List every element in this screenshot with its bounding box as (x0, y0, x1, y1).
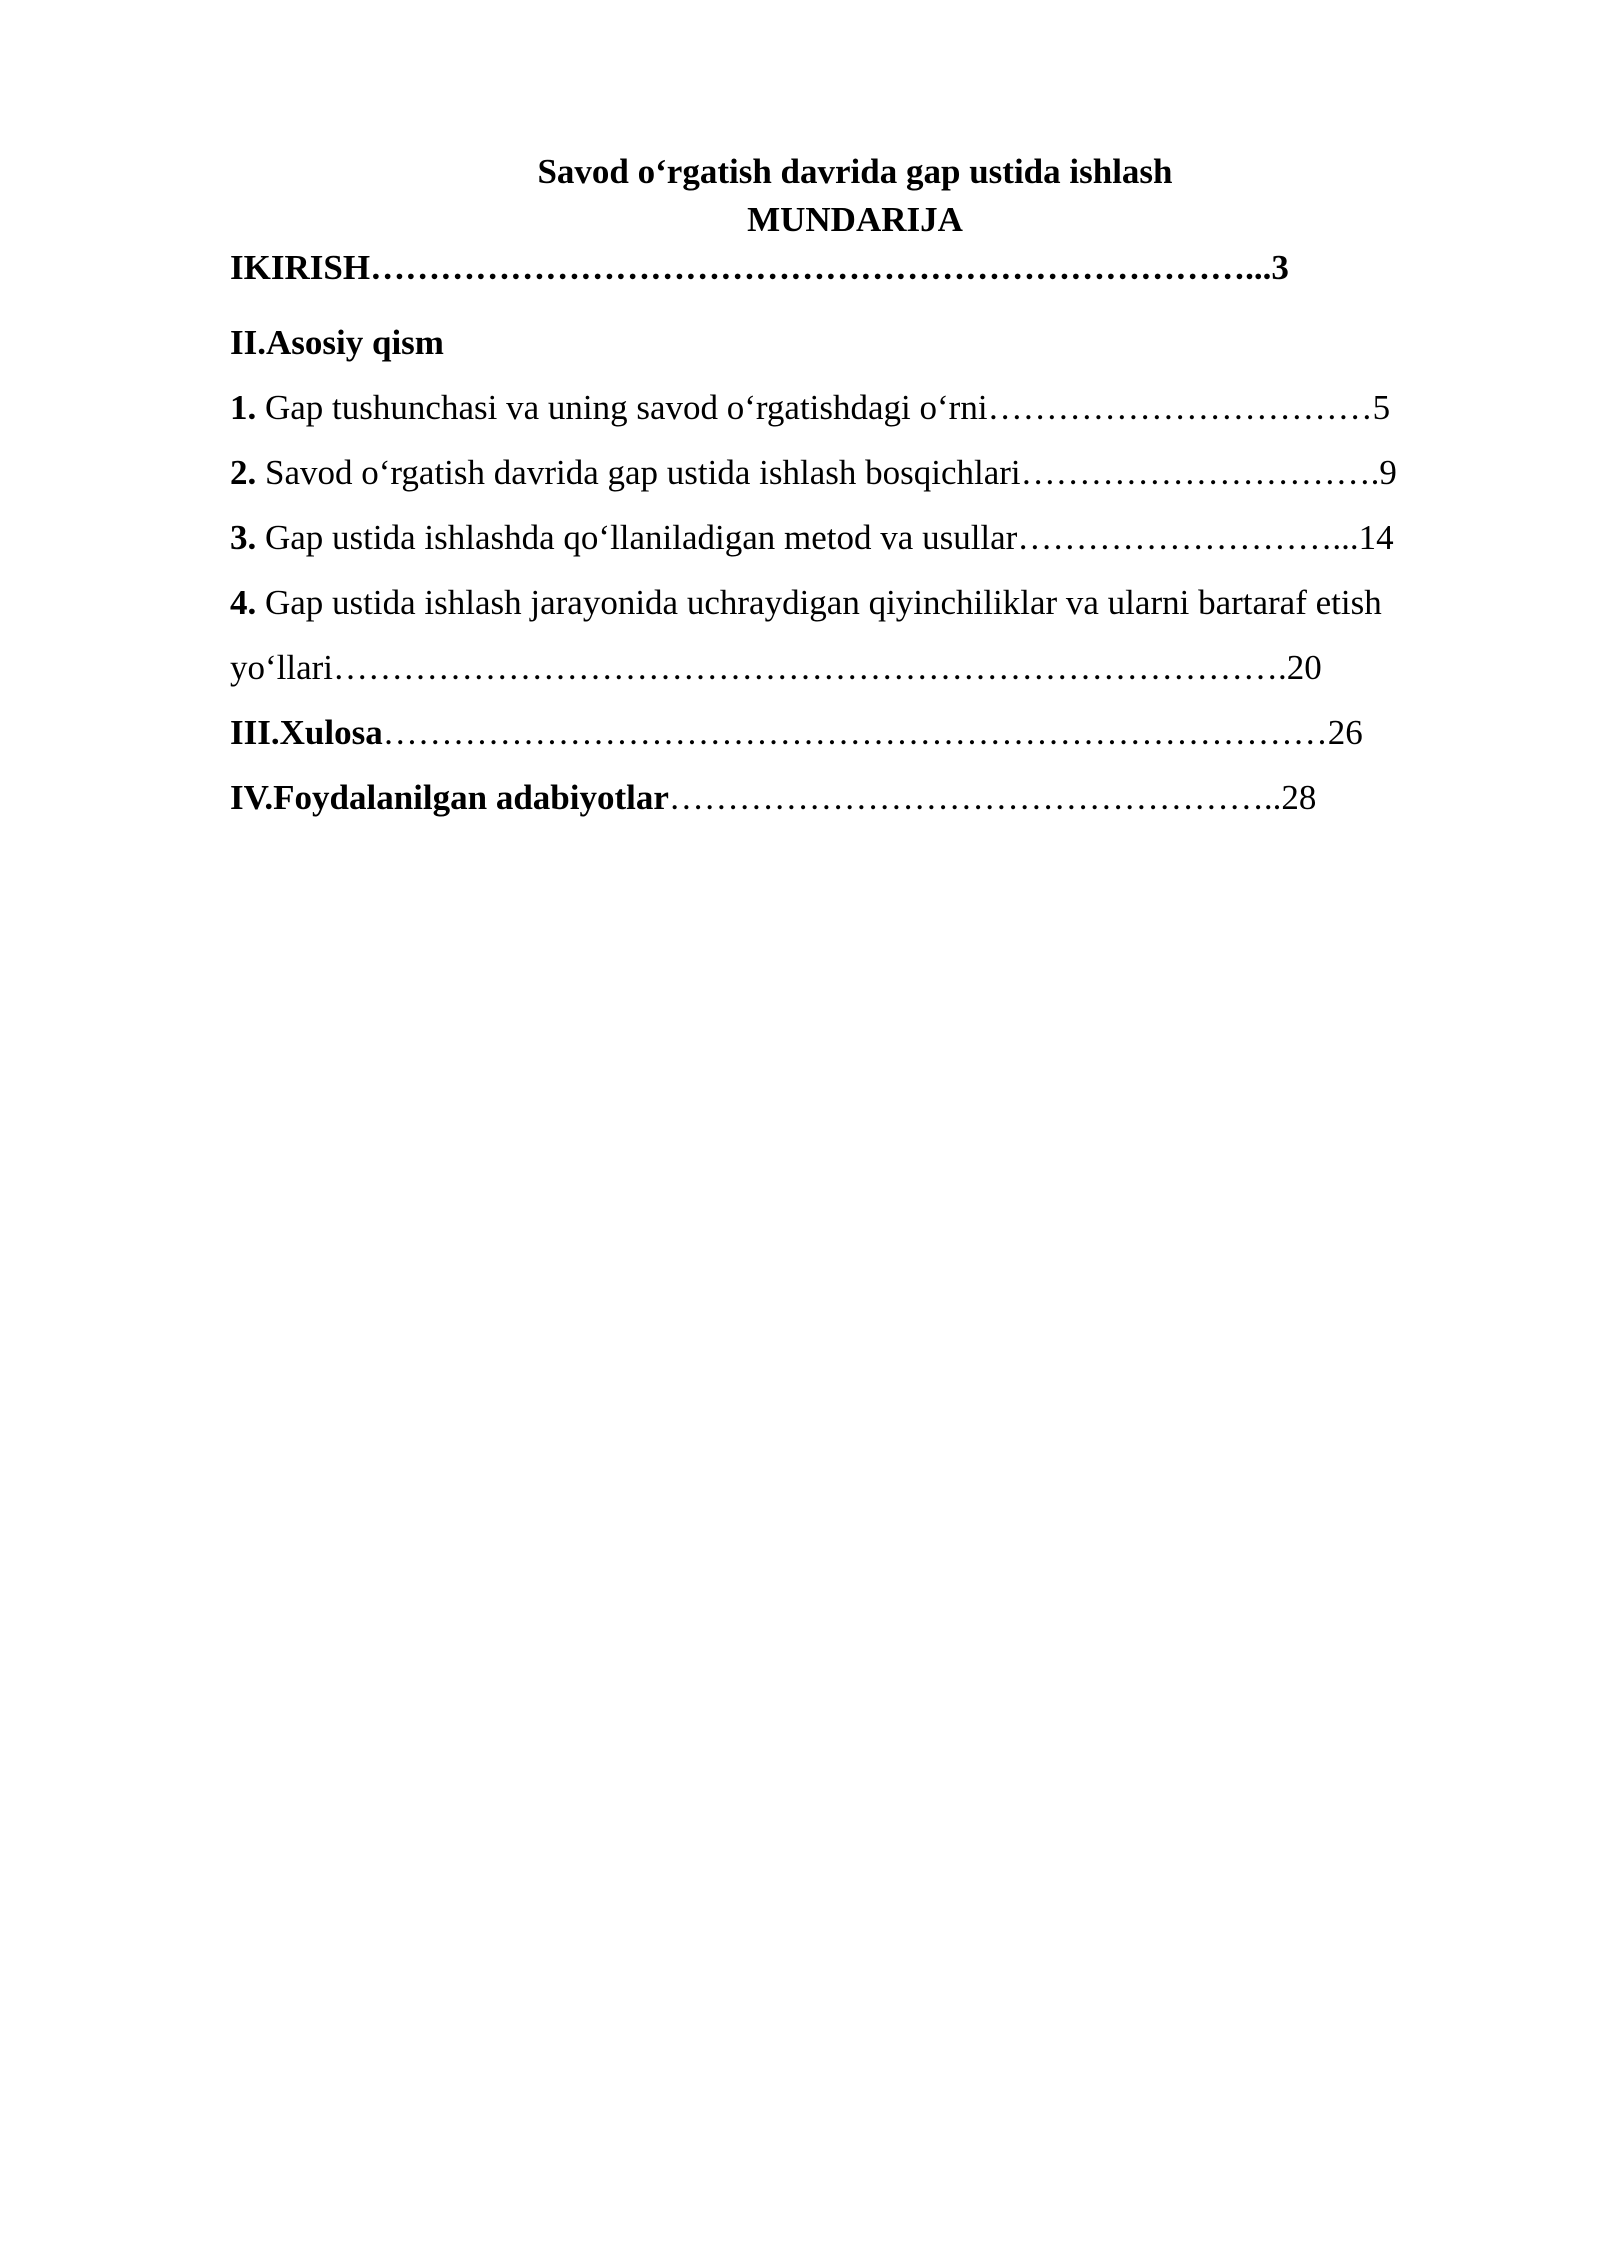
toc-entry-label: Gap ustida ishlash jarayonida uchraydigan qiyinchiliklar va ularni bartaraf etish (256, 583, 1382, 622)
toc-page-number: 26 (1327, 713, 1363, 752)
toc-leader: …………………………. (1020, 453, 1380, 492)
toc-entry-1[interactable] (230, 375, 1490, 440)
toc-entry-conclusion[interactable] (230, 700, 1490, 765)
document-title: Savod o‘rgatish davrida gap ustida ishlash (537, 152, 1173, 191)
toc-page-number: 5 (1372, 388, 1391, 427)
toc-entry-4-continued[interactable] (230, 635, 1490, 700)
toc-entry-2[interactable] (230, 440, 1490, 505)
toc-entry-label: Savod o‘rgatish davrida gap ustida ishlash bosqichlari (256, 453, 1021, 492)
toc-entry-number: 4. (230, 583, 257, 622)
toc-page-number: 20 (1286, 648, 1322, 687)
toc-leader: …………………………………………….. (668, 778, 1282, 817)
toc-leader: ………………………………………………………………………. (333, 648, 1287, 687)
toc-entry-label: IKIRISH (230, 248, 371, 287)
toc-page-number: 9 (1379, 453, 1397, 492)
toc-entry-label: II.Asosiy qism (230, 323, 444, 362)
toc-entry-number: 1. (230, 388, 257, 427)
toc-leader: ……………………………………………………………………… (382, 713, 1328, 752)
toc-page-number: 28 (1281, 778, 1317, 817)
toc-leader: …………………………………………………………………... (370, 248, 1272, 287)
page-content (230, 148, 1490, 830)
toc-entry-main-part[interactable] (230, 310, 1490, 375)
toc-entry-number: 3. (230, 518, 257, 557)
toc-entry-label: IV.Foydalanilgan adabiyotlar (230, 778, 669, 817)
toc-page-number: 14 (1358, 518, 1394, 557)
toc-heading: MUNDARIJA (747, 200, 963, 239)
toc-entry-3[interactable] (230, 505, 1490, 570)
toc-entry-number: 2. (230, 453, 257, 492)
toc-entry-references[interactable] (230, 765, 1490, 830)
toc-leader: ………………………... (1017, 518, 1359, 557)
toc-entry-intro[interactable] (230, 244, 1490, 292)
toc-page-number: 3 (1271, 248, 1289, 287)
table-of-contents (230, 244, 1490, 830)
toc-entry-label: Gap ustida ishlashda qo‘llaniladigan metod va usullar (256, 518, 1018, 557)
toc-entry-4[interactable] (230, 570, 1490, 635)
toc-entry-label: yo‘llari (230, 648, 334, 687)
toc-entry-label: Gap tushunchasi va uning savod o‘rgatishdagi o‘rni (256, 388, 988, 427)
toc-leader: …………………………… (987, 388, 1373, 427)
toc-entry-label: III.Xulosa (230, 713, 383, 752)
